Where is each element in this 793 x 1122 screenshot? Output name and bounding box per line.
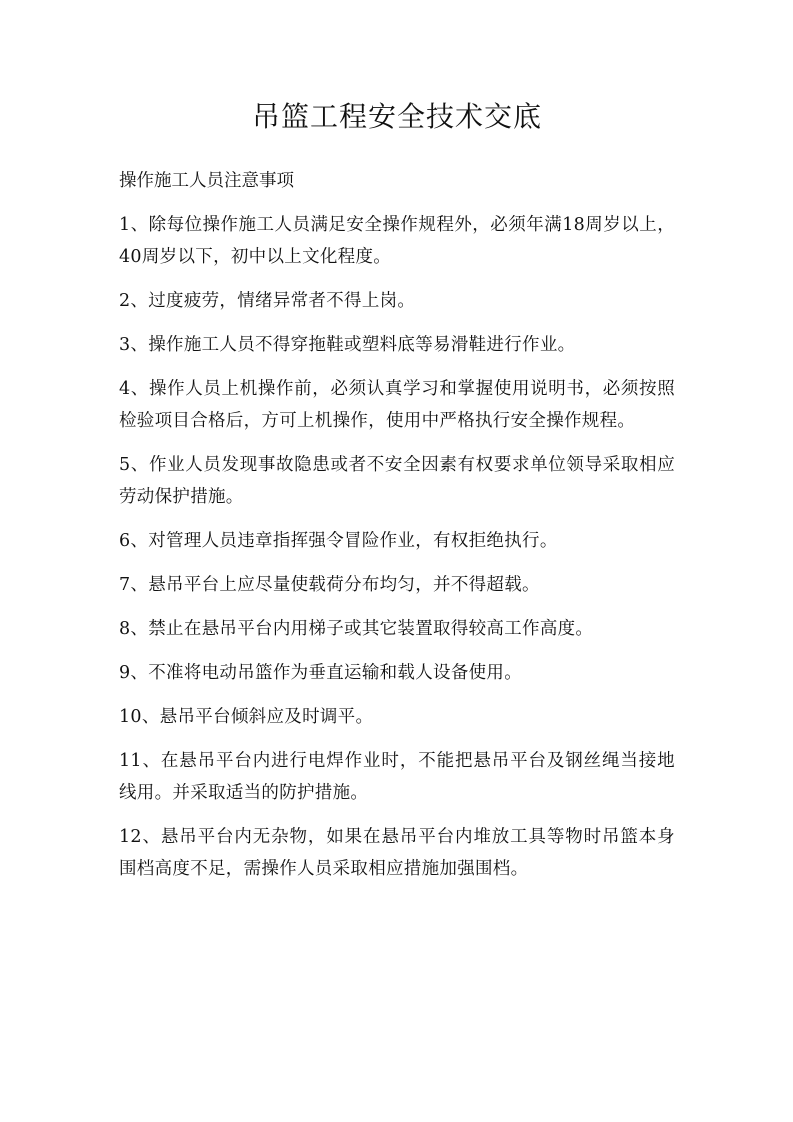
safety-item-4: 4、操作人员上机操作前，必须认真学习和掌握使用说明书，必须按照检验项目合格后，方可上机操作，使用中严格执行安全操作规程。 (119, 379, 675, 431)
safety-item-8: 8、禁止在悬吊平台内用梯子或其它装置取得较高工作高度。 (119, 619, 594, 639)
safety-item-1: 1、除每位操作施工人员满足安全操作规程外，必须年满18周岁以上，40周岁以下，初中以上文化程度。 (119, 215, 675, 267)
document-title: 吊篮工程安全技术交底 (251, 100, 542, 133)
safety-items-list (119, 209, 675, 885)
safety-item-7: 7、悬吊平台上应尽量使载荷分布均匀，并不得超载。 (119, 575, 540, 595)
safety-item-11: 11、在悬吊平台内进行电焊作业时，不能把悬吊平台及钢丝绳当接地线用。并采取适当的防护措施。 (119, 751, 675, 803)
safety-item-10: 10、悬吊平台倾斜应及时调平。 (119, 707, 374, 727)
safety-item-9: 9、不准将电动吊篮作为垂直运输和载人设备使用。 (119, 663, 523, 683)
safety-item-5: 5、作业人员发现事故隐患或者不安全因素有权要求单位领导采取相应劳动保护措施。 (119, 455, 675, 507)
section-heading: 操作施工人员注意事项 (119, 171, 294, 191)
safety-item-12: 12、悬吊平台内无杂物，如果在悬吊平台内堆放工具等物时吊篮本身围档高度不足，需操作人员采取相应措施加强围档。 (119, 827, 675, 879)
safety-item-3: 3、操作施工人员不得穿拖鞋或塑料底等易滑鞋进行作业。 (119, 335, 576, 355)
safety-item-6: 6、对管理人员违章指挥强令冒险作业，有权拒绝执行。 (119, 531, 558, 551)
safety-item-2: 2、过度疲劳，情绪异常者不得上岗。 (119, 291, 416, 311)
